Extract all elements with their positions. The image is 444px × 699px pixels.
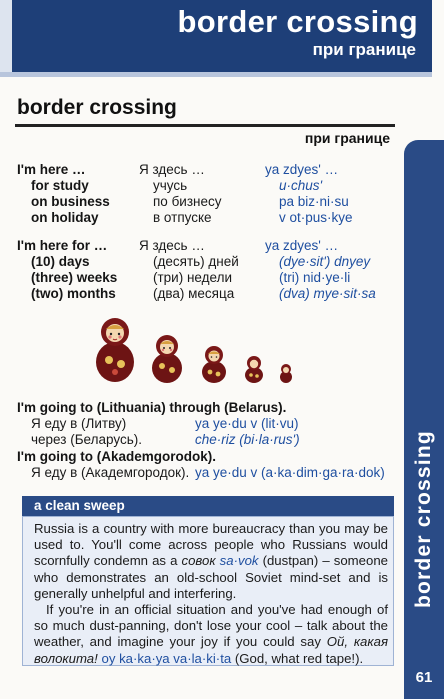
phrase-translit: ya zdyes' …: [265, 238, 339, 253]
matryoshka-dolls-illustration: [90, 312, 310, 384]
sweep-box-heading: a clean sweep: [22, 496, 394, 516]
sweep-text-span: Russia is a country with more bureaucracy than you may be used to. You'll come across people who Russians would scornfully condemn as a: [34, 521, 388, 569]
phrase-row: [17, 286, 397, 302]
phrase-block-duration: [17, 238, 397, 302]
phrase-ru: Я здесь …: [139, 238, 205, 253]
phrase-translit: v ot·pus·kye: [279, 210, 353, 225]
phrase-row: [17, 178, 397, 194]
phrase-ru: по бизнесу: [153, 194, 222, 209]
matryoshka-doll-medium: [152, 335, 182, 383]
phrase-translit: (dva) mye·sit·sa: [279, 286, 376, 301]
sweep-text-span: If you're in an official situation and you've had enough of so much dust-panning, don't lose your cool – talk about the weather, and imagine your joy if you could say: [34, 602, 388, 650]
header-subtitle: при границе: [312, 40, 416, 59]
sweep-translit-word: sa·vok: [219, 553, 259, 569]
phrase-en: I'm here …: [17, 162, 86, 177]
phrase-line: [17, 416, 397, 432]
phrase-en: I'm going to (Lithuania) through (Belarus).: [17, 400, 287, 415]
phrase-ru: (три) недели: [153, 270, 232, 285]
phrase-translit: u·chus': [279, 178, 323, 193]
phrase-ru: учусь: [153, 178, 188, 193]
phrase-en: for study: [31, 178, 89, 193]
phrase-ru: (два) месяца: [153, 286, 235, 301]
phrase-ru: Я здесь …: [139, 162, 205, 177]
sweep-ru-word: совок: [181, 553, 216, 569]
phrase-en: I'm here for …: [17, 238, 108, 253]
phrase-ru: в отпуске: [153, 210, 212, 225]
sweep-ru-phrase: Ой, какая волокита!: [34, 634, 388, 666]
header-ribbon: [0, 72, 432, 77]
header-title: border crossing: [177, 4, 418, 39]
phrase-translit: pa biz·ni·su: [279, 194, 349, 209]
phrase-row: [17, 238, 397, 254]
phrase-row: [17, 270, 397, 286]
phrase-ru: Я еду в (Литву): [31, 416, 127, 431]
phrase-translit: ya ye·du v (a·ka·dim·ga·ra·dok): [195, 465, 385, 480]
page-number: 61: [404, 660, 444, 699]
phrase-ru: через (Беларусь).: [31, 432, 142, 447]
matryoshka-doll-smaller: [245, 356, 263, 383]
section-title: border crossing: [17, 96, 177, 119]
phrase-going-through: [17, 400, 397, 448]
phrase-line: [17, 432, 397, 448]
header-band: [0, 0, 432, 72]
sweep-text-span: (God, what red tape!).: [231, 650, 364, 666]
header-edge: [0, 0, 12, 72]
phrase-en: (10) days: [31, 254, 90, 269]
matryoshka-doll-large: [96, 318, 134, 382]
sweep-paragraph-2: [34, 602, 388, 667]
phrase-en: (three) weeks: [31, 270, 118, 285]
phrase-line: [17, 465, 397, 481]
phrase-translit: (dye·sit') dnyey: [279, 254, 371, 269]
phrase-en: on business: [31, 194, 110, 209]
section-title-ru: при границе: [304, 130, 390, 146]
matryoshka-doll-tiny: [280, 364, 292, 383]
phrase-translit: che·riz (bi·la·rus'): [195, 432, 300, 447]
phrase-row: [17, 162, 397, 178]
matryoshka-doll-small: [202, 346, 226, 383]
phrase-en: I'm going to (Akademgorodok).: [17, 449, 216, 464]
phrase-ru: Я еду в (Академгородок).: [31, 465, 190, 480]
phrase-going-to: [17, 449, 397, 481]
phrase-en: (two) months: [31, 286, 116, 301]
sweep-translit-phrase: oy ka·ka·ya va·la·ki·ta: [101, 650, 232, 666]
phrase-translit: ya zdyes' …: [265, 162, 339, 177]
sweep-text-span: (dustpan) – someone who demonstrates an old-school Soviet mind-set and is generally unhelpful and interfering.: [34, 553, 388, 601]
phrase-row: [17, 210, 397, 226]
phrase-ru: (десять) дней: [153, 254, 239, 269]
phrase-block-here: [17, 162, 397, 226]
sweep-box-text: [34, 521, 388, 667]
section-rule: [15, 124, 395, 127]
sweep-paragraph-1: [34, 521, 388, 602]
phrase-en: on holiday: [31, 210, 99, 225]
phrase-translit: (tri) nid·ye·li: [279, 270, 351, 285]
phrase-row: [17, 254, 397, 270]
phrase-row: [17, 194, 397, 210]
side-tab-label: border crossing: [412, 430, 435, 608]
side-tab: [404, 140, 444, 660]
phrase-translit: ya ye·du v (lit·vu): [195, 416, 299, 431]
